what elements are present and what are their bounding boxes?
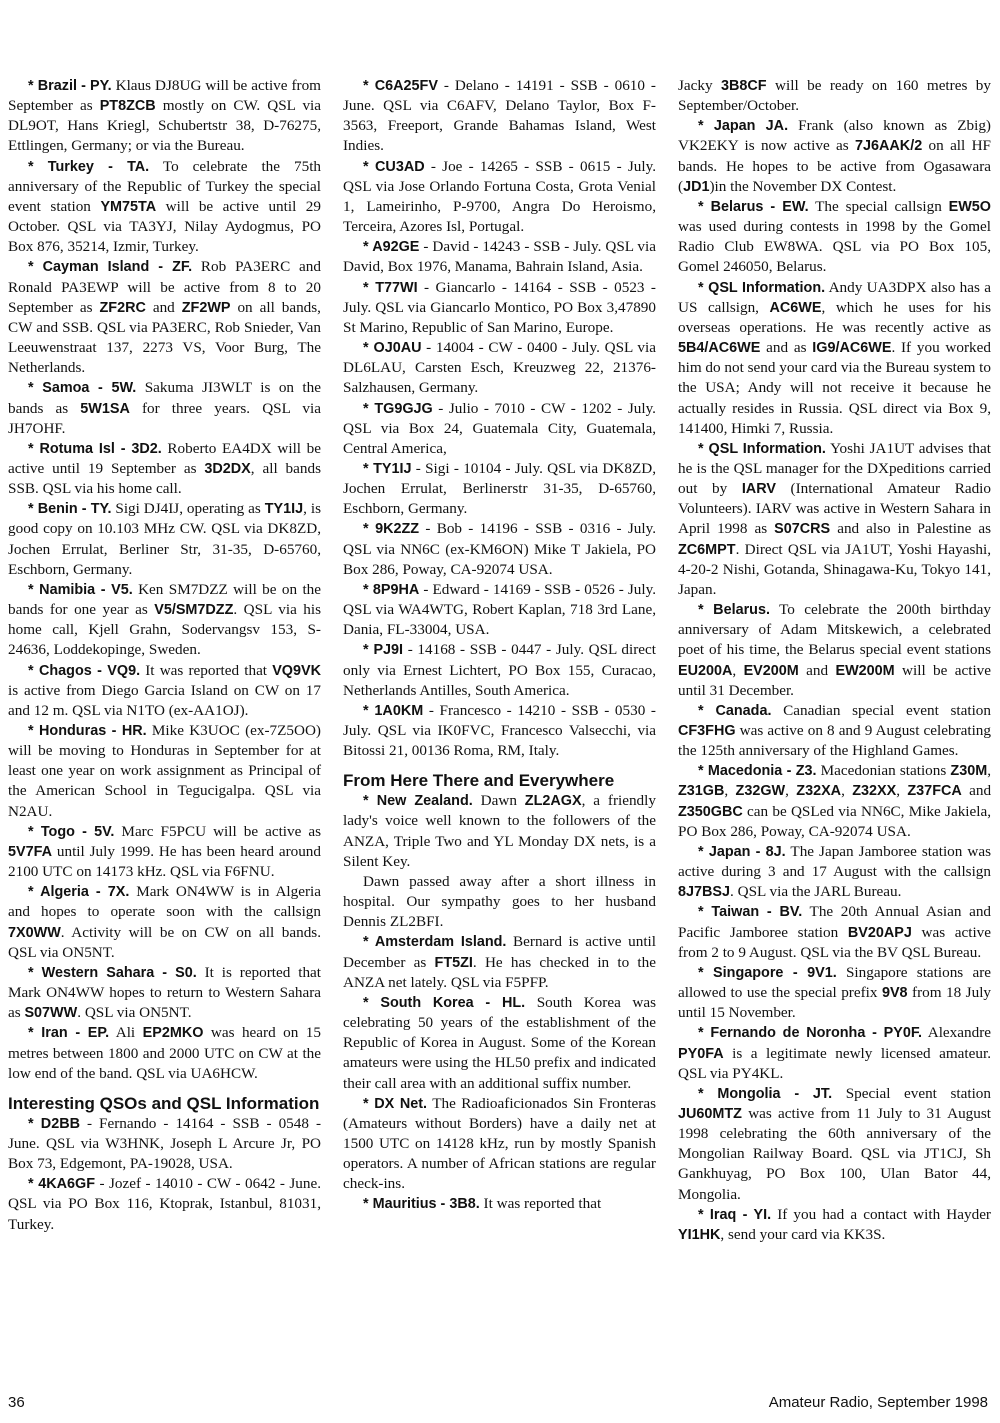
section-heading: From Here There and Everywhere: [343, 771, 615, 791]
section-heading: Interesting QSOs and QSL Information: [8, 1093, 320, 1113]
news-item: * CU3AD - Joe - 14265 - SSB - 0615 - July. QSL via Jose Orlando Fortuna Costa, Grota Venial 1, Lameirinho, P-9700, Angra Do Heroismo, Terceira, Azores Isl, Portugal.: [343, 157, 657, 236]
news-item: * Canada. Canadian special event station CF3FHG was active on 8 and 9 August celebrating the 125th anniversary of the Highland Games.: [678, 701, 991, 760]
news-item: * Fernando de Noronha - PY0F. Alexandre PY0FA is a legitimate newly licensed amateur. QSL via PY4KL.: [678, 1024, 991, 1082]
news-item: * Mongolia - JT. Special event station JU60MTZ was active from 11 July to 31 August 1998 celebrating the 60th anniversary of the Mongolian Railway Board. QSL via JT1CJ, Sh Gankhuyag, PO Box 100, Ulan Bator 44, Mongolia.: [678, 1084, 991, 1203]
news-item: * TY1IJ - Sigi - 10104 - July. QSL via DK8ZD, Jochen Errulat, Berlinerstr 31-35, D-65760, Eschborn, Germany.: [343, 459, 656, 518]
news-item: * C6A25FV - Delano - 14191 - SSB - 0610 - June. QSL via C6AFV, Delano Taylor, Box F-3563, Freeport, Grande Bahamas Island, West Indies.: [343, 77, 656, 155]
news-item: * Belarus. To celebrate the 200th birthday anniversary of Adam Mitskewich, a celebrated poet of his time, the Belarus special event stations EU200A, EV200M and EW200M will be active until 31 December.: [678, 601, 992, 699]
news-item: * OJ0AU - 14004 - CW - 0400 - July. QSL via DL6LAU, Carsten Esch, Kreuzweg 22, 21376-Salzhausen, Germany.: [343, 339, 656, 397]
news-item: * Japan JA. Frank (also known as Zbig) VK2EKY is now active as 7J6AAK/2 on all HF bands. He hopes to be active from Ogasawara (JD1)in the November DX Contest.: [678, 117, 991, 195]
news-item: * Taiwan - BV. The 20th Annual Asian and Pacific Jamboree station BV20APJ was active from 2 to 9 August. QSL via the BV QSL Bureau.: [678, 903, 992, 961]
news-item: * Mauritius - 3B8. It was reported that: [363, 1195, 602, 1213]
news-item: * Belarus - EW. The special callsign EW5O was used during contests in 1998 by the Gomel Radio Club EW8WA. QSL via PO Box 105, Gomel 246050, Belarus.: [678, 197, 991, 276]
news-item: * TG9GJG - Julio - 7010 - CW - 1202 - July. QSL via Box 24, Guatemala City, Guatemala, Central America,: [343, 399, 656, 457]
news-item: * Iraq - YI. If you had a contact with Hayder YI1HK, send your card via KK3S.: [678, 1205, 991, 1243]
news-item: * Iran - EP. Ali EP2MKO was heard on 15 metres between 1800 and 2000 UTC on CW at the low end of the band. QSL via UA6HCW.: [8, 1024, 321, 1082]
news-item: * New Zealand. Dawn ZL2AGX, a friendly lady's voice well known to the followers of the ANZA, Triple Two and YL Monday DX nets, is a Silent Key.: [343, 792, 656, 870]
news-item: * A92GE - David - 14243 - SSB - July. QSL via David, Box 1976, Manama, Bahrain Island, Asia.: [343, 238, 656, 276]
news-item: * Chagos - VQ9. It was reported that VQ9VK is active from Diego Garcia Island on CW on 17 and 12 m. QSL via N1TO (ex-AA1OJ).: [8, 661, 321, 719]
news-item: * Japan - 8J. The Japan Jamboree station was active during 3 and 17 August with the callsign 8J7BSJ. QSL via the JARL Bureau.: [678, 842, 992, 901]
news-item: * Western Sahara - S0. It is reported that Mark ON4WW hopes to return to Western Sahara as S07WW. QSL via ON5NT.: [8, 963, 321, 1022]
news-item: * Togo - 5V. Marc F5PCU will be active as 5V7FA until July 1999. He has been heard around 2100 UTC on 14173 kHz. QSL via F6FNU.: [8, 822, 322, 881]
news-item: * Turkey - TA. To celebrate the 75th anniversary of the Republic of Turkey the special event station YM75TA will be active until 29 October. QSL via TA3YJ, Nilay Aydogmus, PO Box 876, 35214, Izmir, Turkey.: [8, 157, 322, 256]
news-item: * D2BB - Fernando - 14164 - SSB - 0548 - June. QSL via W3HNK, Joseph L Arcure Jr, PO Box 73, Edgemont, PA-19028, USA.: [8, 1114, 321, 1173]
news-item: * Algeria - 7X. Mark ON4WW is in Algeria and hopes to operate soon with the callsign 7X0WW. Activity will be on CW on all bands. QSL via ON5NT.: [8, 883, 321, 961]
column-1: [8, 76, 321, 1235]
news-item: * Macedonia - Z3. Macedonian stations Z30M, Z31GB, Z32GW, Z32XA, Z32XX, Z37FCA and Z350GBC can be QSLed via NN6C, Mike Jakiela, PO Box 286, Poway, CA-92074 USA.: [678, 762, 992, 840]
news-item: * Samoa - 5W. Sakuma JI3WLT is on the bands as 5W1SA for three years. QSL via JH7OHF.: [8, 379, 321, 437]
news-item: * T77WI - Giancarlo - 14164 - SSB - 0523 - July. QSL via Giancarlo Montico, PO Box 3,47890 St Marino, Republic of San Marino, Europe.: [343, 278, 656, 336]
news-item: * Cayman Island - ZF. Rob PA3ERC and Ronald PA3EWP will be active from 8 to 20 September as ZF2RC and ZF2WP on all bands, CW and SSB. QSL via PA3ERC, Rob Snieder, Van Leeuwenstraat 137, 2273 VS, Voor Burg, The Netherlands.: [8, 258, 321, 377]
news-item: * Brazil - PY. Klaus DJ8UG will be active from September as PT8ZCB mostly on CW. QSL via DL9OT, Hans Kriegl, Schubertstr 38, D-76275, Ettlingen, Germany; or via the Bureau.: [8, 77, 321, 155]
news-item: * 9K2ZZ - Bob - 14196 - SSB - 0316 - July. QSL via NN6C (ex-KM6ON) Mike T Jakiela, PO Box 286, Poway, CA-92074 USA.: [343, 520, 656, 578]
page-number: 36: [8, 1394, 25, 1411]
news-item: * DX Net. The Radioaficionados Sin Fronteras (Amateurs without Borders) have a daily net at 1500 UTC on 14128 kHz, run by mostly Spanish operators. A number of African stations are regular check-ins.: [343, 1094, 656, 1193]
news-item: * Singapore - 9V1. Singapore stations are allowed to use the special prefix 9V8 from 18 July until 15 November.: [678, 963, 992, 1022]
news-item: * QSL Information. Andy UA3DPX also has a US callsign, AC6WE, which he uses for his overseas operations. He was recently active as 5B4/AC6WE and as IG9/AC6WE. If you worked him do not send your card via the Bureau system to the USA; Andy will not receive it because he actually resides in Russia. QSL direct via Box 9, 141400, Himki 7, Russia.: [678, 278, 991, 437]
news-item: Dawn passed away after a short illness in hospital. Our sympathy goes to her husband Dennis ZL2BFI.: [343, 872, 656, 931]
news-item: * Amsterdam Island. Bernard is active until December as FT5ZI. He has checked in to the ANZA net lately. QSL via F5PFP.: [343, 933, 656, 991]
news-item: * South Korea - HL. South Korea was celebrating 50 years of the establishment of the Republic of Korea in August. Some of the Korean amateurs were using the HL50 prefix and indicated their call area with an additional suffix number.: [343, 993, 656, 1092]
news-item: * Rotuma Isl - 3D2. Roberto EA4DX will be active until 19 September as 3D2DX, all bands SSB. QSL via his home call.: [8, 439, 321, 498]
news-item: * Benin - TY. Sigi DJ4IJ, operating as TY1IJ, is good copy on 10.103 MHz CW. QSL via DK8ZD, Jochen Errulat, Berliner Str, 31-35, D-65760, Eschborn, Germany.: [8, 500, 321, 578]
news-item: * Namibia - V5. Ken SM7DZZ will be on the bands for one year as V5/SM7DZZ. QSL via his home call, Kjell Grahn, Sodervangsv 153, S-24636, Loddekopinge, Sweden.: [8, 580, 322, 659]
news-item: * 4KA6GF - Jozef - 14010 - CW - 0642 - June. QSL via PO Box 116, Ktoprak, Istanbul, 81031, Turkey.: [8, 1175, 321, 1233]
news-item: * Honduras - HR. Mike K3UOC (ex-7Z5OO) will be moving to Honduras in September for at least one year on work assignment as Principal of the American School in Tegucigalpa. QSL via N2AU.: [8, 722, 321, 820]
news-item: Jacky 3B8CF will be ready on 160 metres by September/October.: [678, 77, 991, 115]
publication-footer: Amateur Radio, September 1998: [768, 1394, 988, 1411]
news-item: * 1A0KM - Francesco - 14210 - SSB - 0530 - July. QSL via IK0FVC, Francesco Valsecchi, via Bitossi 21, 00136 Roma, RM, Italy.: [343, 701, 656, 760]
column-2: [343, 76, 656, 1215]
column-3: [678, 76, 991, 1245]
news-item: * 8P9HA - Edward - 14169 - SSB - 0526 - July. QSL via WA4WTG, Robert Kaplan, 718 3rd Lane, Dania, FL-33004, USA.: [343, 580, 656, 639]
news-item: * QSL Information. Yoshi JA1UT advises that he is the QSL manager for the DXpeditions carried out by IARV (International Amateur Radio Volunteers). IARV was active in Western Sahara in April 1998 as S07CRS and also in Palestine as ZC6MPT. Direct QSL via JA1UT, Yoshi Hayashi, 4-20-2 Nishi, Gotanda, Shinagawa-Ku, Tokyo 141, Japan.: [678, 439, 991, 598]
news-item: * PJ9I - 14168 - SSB - 0447 - July. QSL direct only via Ernest Lichtert, PO Box 155, Curacao, Netherlands Antilles, South America.: [343, 641, 656, 699]
